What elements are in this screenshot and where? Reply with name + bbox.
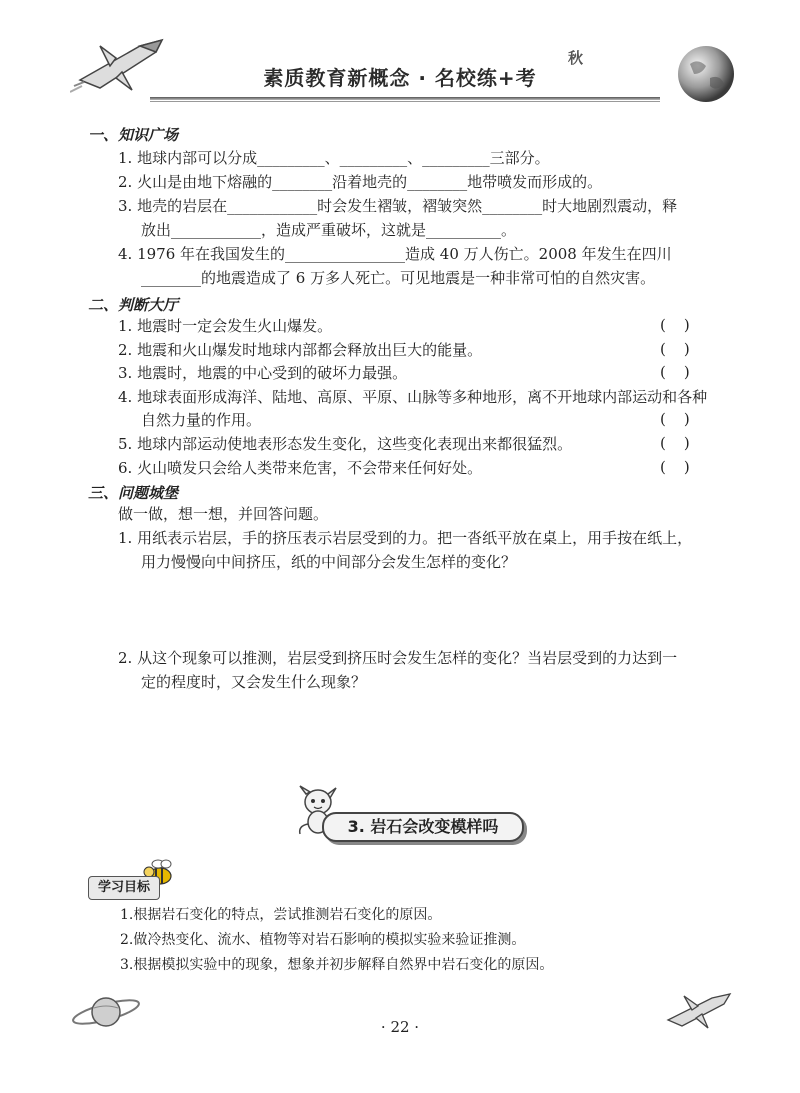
page-number: · 22 ·	[380, 1018, 420, 1036]
learning-goal-2: 2.做冷热变化、流水、植物等对岩石影响的模拟实验来验证推测。	[120, 932, 526, 948]
judgment-item-3: 3. 地震时，地震的中心受到的破坏力最强。	[118, 364, 408, 382]
question-1-3-line1: 3. 地壳的岩层在____________时会发生褶皱，褶皱突然________时大地剧烈震动，释	[118, 197, 678, 215]
question-1-3-line2: 放出____________，造成严重破坏，这就是__________。	[141, 221, 517, 239]
question-3-1-line1: 1. 用纸表示岩层，手的挤压表示岩层受到的力。把一沓纸平放在桌上，用手按在纸上，	[118, 529, 693, 547]
judgment-item-6: 6. 火山喷发只会给人类带来危害，不会带来任何好处。	[118, 459, 483, 477]
judgment-item-1: 1. 地震时一定会发生火山爆发。	[118, 317, 333, 335]
judgment-item-2: 2. 地震和火山爆发时地球内部都会释放出巨大的能量。	[118, 341, 483, 359]
section-knowledge-title: 一、知识广场	[88, 126, 179, 144]
question-1-1: 1. 地球内部可以分成_________、_________、_________三部分。	[118, 149, 550, 167]
question-1-4-line1: 4. 1976 年在我国发生的________________造成 40 万人伤亡。2008 年发生在四川	[118, 245, 672, 263]
answer-paren-2: ()	[660, 340, 708, 358]
header-divider	[150, 97, 660, 100]
lesson-title-badge: 3. 岩石会改变模样吗	[322, 812, 524, 842]
learning-goal-3: 3.根据模拟实验中的现象，想象并初步解释自然界中岩石变化的原因。	[120, 957, 554, 973]
section-judgment-title: 二、判断大厅	[88, 296, 179, 314]
section-3-intro: 做一做，想一想，并回答问题。	[118, 505, 329, 523]
answer-paren-3: ()	[660, 363, 708, 381]
learning-goals-label: 学习目标	[88, 876, 160, 900]
answer-paren-6: ()	[660, 458, 708, 476]
section-question-title: 三、问题城堡	[88, 484, 179, 502]
answer-paren-4: ()	[660, 410, 708, 428]
season-label: 秋	[568, 49, 584, 67]
question-3-1-line2: 用力慢慢向中间挤压，纸的中间部分会发生怎样的变化？	[141, 553, 517, 571]
page-header-title: 素质教育新概念 · 名校练+考	[263, 66, 537, 90]
question-3-2-line2: 定的程度时，又会发生什么现象？	[141, 673, 367, 691]
question-3-2-line1: 2. 从这个现象可以推测，岩层受到挤压时会发生怎样的变化？当岩层受到的力达到一	[118, 649, 678, 667]
question-1-2: 2. 火山是由地下熔融的________沿着地壳的________地带喷发而形成的。	[118, 173, 603, 191]
header-divider-thin	[150, 101, 660, 102]
answer-paren-5: ()	[660, 434, 708, 452]
question-1-4-line2: ________的地震造成了 6 万多人死亡。可见地震是一种非常可怕的自然灾害。	[141, 269, 656, 287]
learning-goal-1: 1.根据岩石变化的特点，尝试推测岩石变化的原因。	[120, 907, 442, 923]
judgment-item-4-line2: 自然力量的作用。	[141, 411, 262, 429]
judgment-item-4-line1: 4. 地球表面形成海洋、陆地、高原、平原、山脉等多种地形，离不开地球内部运动和各种	[118, 388, 708, 406]
judgment-item-5: 5. 地球内部运动使地表形态发生变化，这些变化表现出来都很猛烈。	[118, 435, 573, 453]
answer-paren-1: ()	[660, 316, 708, 334]
